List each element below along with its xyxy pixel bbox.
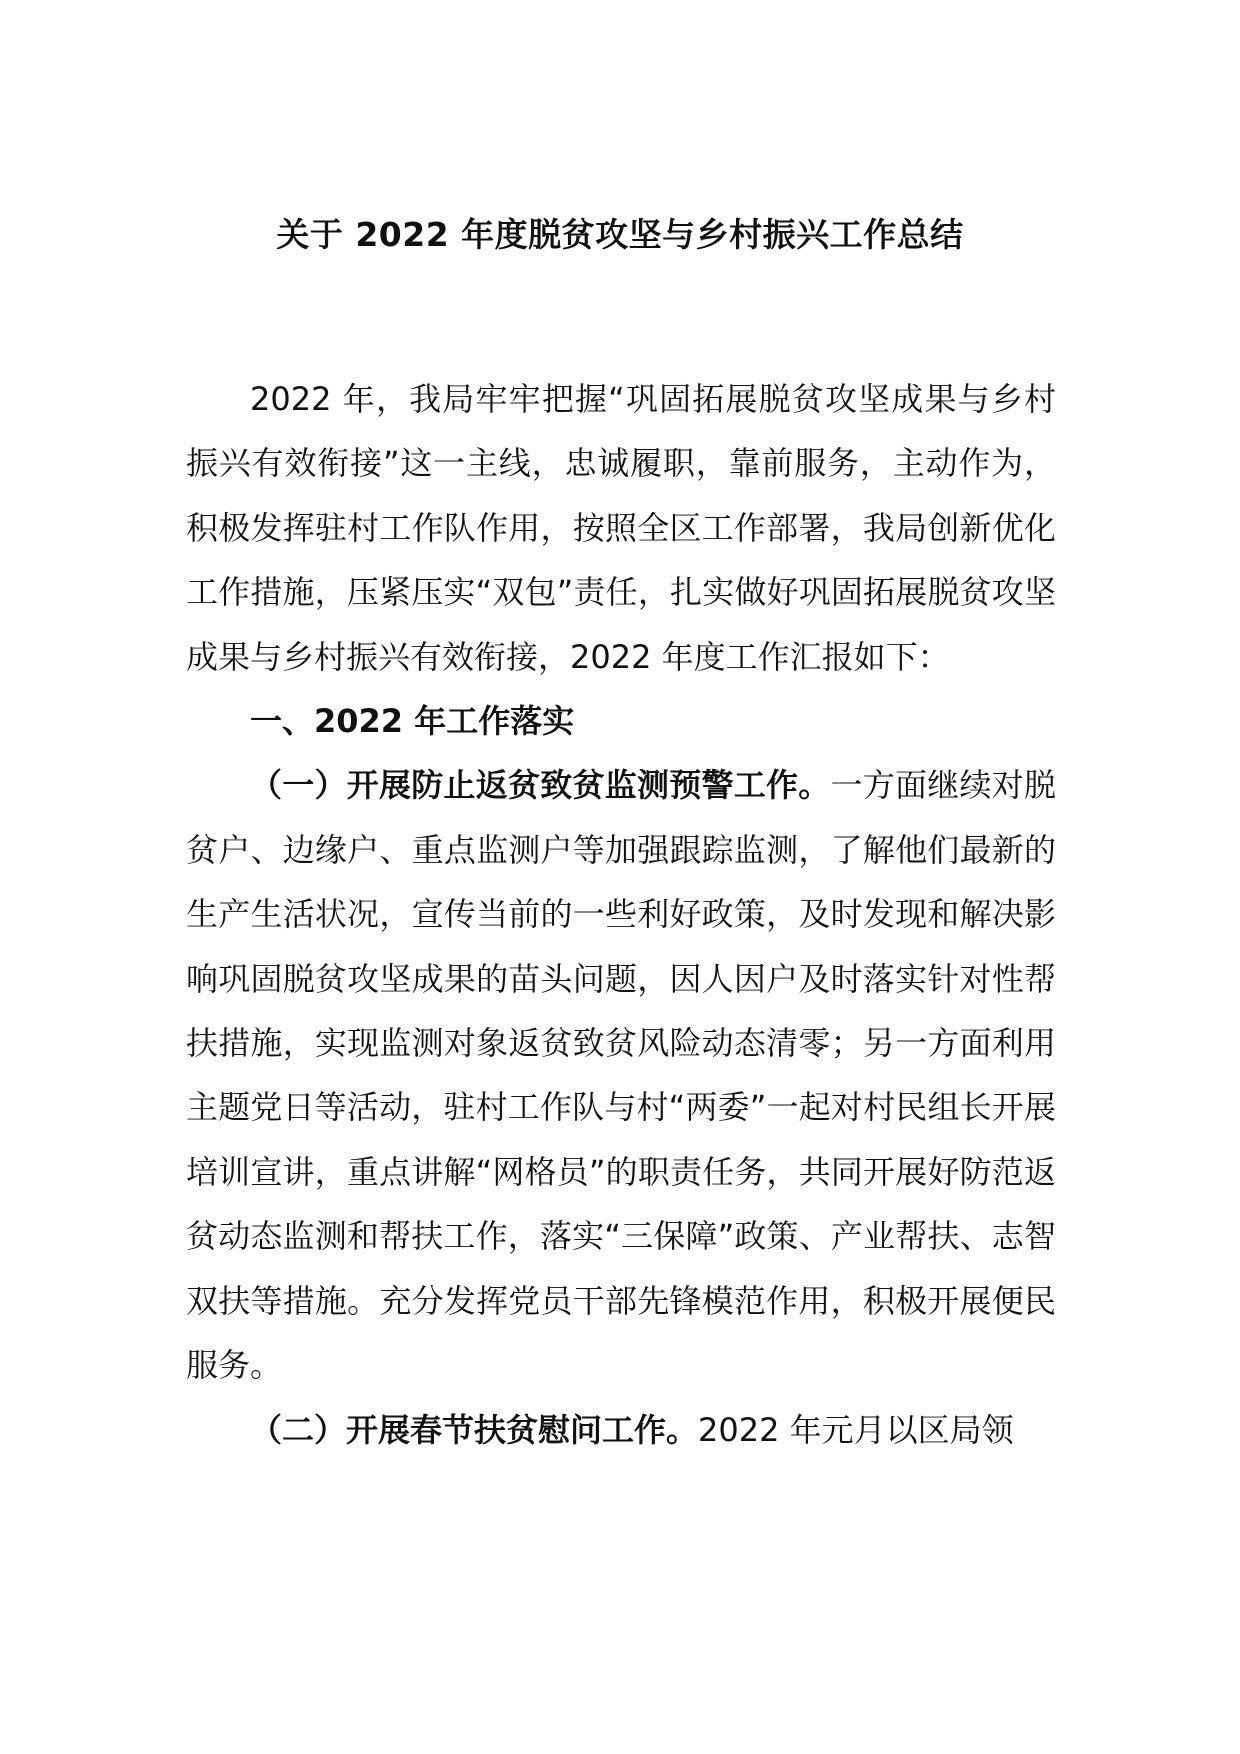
document-body (186, 367, 1056, 1462)
item-lead-2: （二）开展春节扶贫慰问工作。 (250, 1410, 699, 1449)
item-lead-1: （一）开展防止返贫致贫监测预警工作。 (250, 766, 831, 805)
item-text-1: 一方面继续对脱贫户、边缘户、重点监测户等加强跟踪监测，了解他们最新的生产生活状况，宣传当前的一些利好政策，及时发现和解决影响巩固脱贫攻坚成果的苗头问题，因人因户及时落实针对性帮扶措施，实现监测对象返贫致贫风险动态清零；另一方面利用主题党日等活动，驻村工作队与村“两委”一起对村民组长开展培训宣讲，重点讲解“网格员”的职责任务，共同开展好防范返贫动态监测和帮扶工作，落实“三保障”政策、产业帮扶、志智双扶等措施。充分发挥党员干部先锋模范作用，积极开展便民服务。 (186, 766, 1056, 1385)
item-paragraph-1 (186, 753, 1056, 1397)
item-paragraph-2 (186, 1398, 1056, 1462)
intro-paragraph: 2022 年，我局牢牢把握“巩固拓展脱贫攻坚成果与乡村振兴有效衔接”这一主线，忠诚履职，靠前服务，主动作为，积极发挥驻村工作队作用，按照全区工作部署，我局创新优化工作措施，压紧压实“双包”责任，扎实做好巩固拓展脱贫攻坚成果与乡村振兴有效衔接，2022 年度工作汇报如下： (186, 380, 1056, 676)
document-title: 关于 2022 年度脱贫攻坚与乡村振兴工作总结 (276, 215, 964, 254)
section-heading: 一、2022 年工作落实 (250, 702, 575, 741)
item-text-2: 2022 年元月以区局领 (698, 1410, 1014, 1449)
